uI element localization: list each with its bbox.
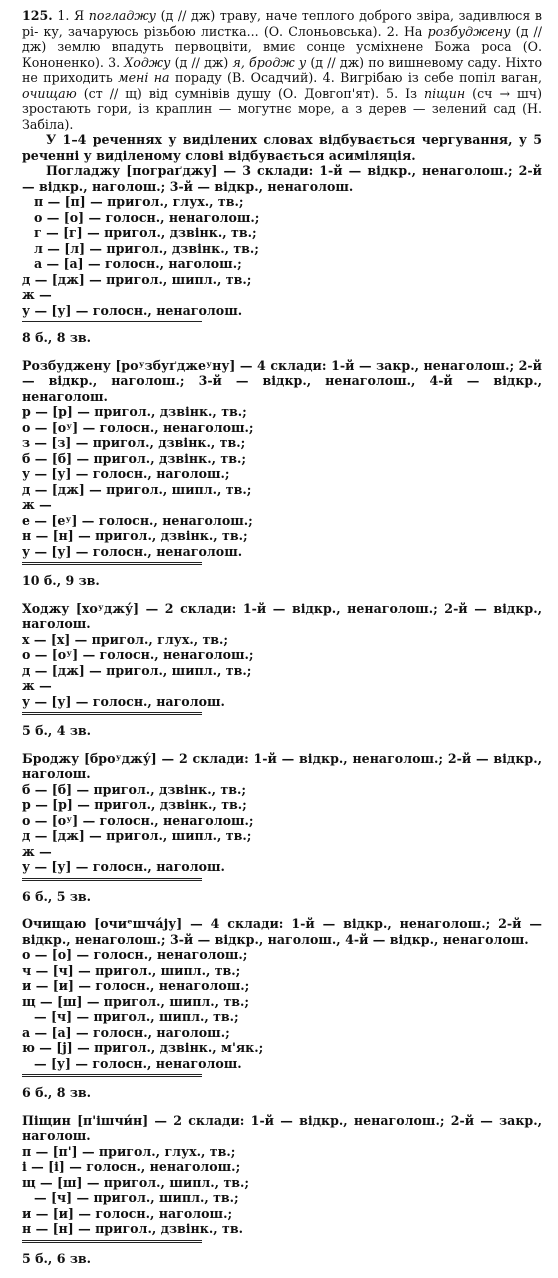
syllable-summary: Ходжу [хоʸджу́] — 2 склади: 1-й — відкр., ненаголош.; 2-й — відкр., наголош.: [22, 600, 542, 631]
word-analysis-block: [22, 163, 542, 346]
sound-row: е — [еʸ] — голосн., ненаголош.;: [22, 512, 253, 528]
sound-row: о — [о] — голосн., ненаголош.;: [34, 209, 260, 225]
sound-row: ж —: [22, 287, 52, 302]
exercise-text: [22, 8, 542, 132]
highlighted-word: я, бродж у: [232, 54, 307, 70]
separator-line: [22, 712, 202, 713]
sound-row: о — [о] — голосн., ненаголош.;: [22, 947, 248, 962]
letter-sound-count: 5 б., 6 зв.: [22, 1250, 92, 1266]
sound-row: з — [з] — пригол., дзвінк., тв.;: [22, 435, 246, 450]
sound-row: д — [дж] — пригол., шипл., тв.;: [22, 481, 252, 497]
sound-row: х — [х] — пригол., глух., тв.;: [22, 631, 229, 647]
sound-row: д — [дж] — пригол., шипл., тв.;: [22, 828, 252, 843]
sound-row: у — [у] — голосн., наголош.;: [22, 466, 230, 481]
sound-row: щ — [ш] — пригол., шипл., тв.;: [22, 993, 250, 1009]
separator-line: [22, 1076, 202, 1077]
sound-row: а — [а] — голосн., наголош.;: [22, 1024, 230, 1040]
sound-row: п — [п'] — пригол., глух., тв.;: [22, 1143, 236, 1159]
separator-line: [22, 564, 202, 565]
sentence-text: (д // дж): [170, 54, 233, 70]
syllable-summary: Розбуджену [роʸзбуґджеʸну] — 4 склади: 1-й — закр., ненаголош.; 2-й — відкр., наголош.; 3-й — відкр., ненаголош., 4-й — відкр., ненаголош.: [22, 357, 542, 404]
sound-row: н — [н] — пригол., дзвінк., тв.;: [22, 528, 248, 543]
syllable-summary: Погладжу [пограґджу] — 3 склади: 1-й — відкр., ненаголош.; 2-й — відкр., наголош.; 3-й — відкр., ненаголош.: [22, 163, 542, 194]
sound-row: ж —: [22, 678, 52, 693]
separator-line: [22, 1240, 202, 1241]
sentence-text: пораду (В. Осадчий). 4. Вигрібаю із себе попіл ваган,: [169, 70, 542, 85]
word-analysis-block: [22, 1113, 542, 1267]
sound-row: о — [оʸ] — голосн., ненаголош.;: [22, 647, 254, 662]
highlighted-word: очищаю: [22, 85, 77, 101]
sound-row: ж —: [22, 497, 52, 512]
sound-row: а — [а] — голосн., наголош.;: [34, 256, 242, 271]
separator-line: [22, 878, 202, 879]
separator-line: [22, 562, 202, 563]
letter-sound-count: 6 б., 5 зв.: [22, 888, 92, 904]
sentence-text: 1. Я: [52, 8, 89, 23]
syllable-summary: Броджу [броʸджу́] — 2 склади: 1-й — відкр., ненаголош.; 2-й — відкр., наголош.: [22, 750, 542, 781]
sound-row: л — [л] — пригол., дзвінк., тв.;: [34, 240, 259, 256]
highlighted-word: піщин: [423, 85, 466, 101]
highlighted-word: мені на: [118, 70, 170, 85]
sound-row: р — [р] — пригол., дзвінк., тв.;: [22, 797, 247, 812]
sentence-text: (д // дж) землю впадуть первоцвіти, вмиє сонце усміхнене Божа роса (О. Кононенко). 3.: [22, 23, 542, 70]
sound-row: ч — [ч] — пригол., шипл., тв.;: [22, 962, 241, 978]
sound-row: і — [і] — голосн., ненаголош.;: [22, 1159, 241, 1174]
phonetic-analysis: [22, 163, 542, 1266]
sound-row: б — [б] — пригол., дзвінк., тв.;: [22, 781, 246, 797]
sound-row: г — [г] — пригол., дзвінк., тв.;: [34, 225, 257, 240]
letter-sound-count: 8 б., 8 зв.: [22, 330, 92, 345]
sentence-text: (сч → шч) зростають гори, із краплин — могутнє море, а з дерев — зелений сад (Н. Забіла).: [22, 85, 542, 132]
separator-line: [22, 714, 202, 715]
sound-row: у — [у] — голосн., ненаголош.: [22, 302, 243, 318]
sound-row: д — [дж] — пригол., шипл., тв.;: [22, 271, 252, 287]
sound-row: ж —: [22, 843, 52, 859]
separator-line: [22, 1074, 202, 1075]
sound-row: у — [у] — голосн., ненаголош.: [22, 543, 243, 559]
highlighted-word: Ходжу: [124, 54, 171, 70]
exercise-note: У 1–4 реченнях у виділених словах відбувається чергування, у 5 реченні у виділеному слові відбувається асиміляція.: [22, 132, 542, 163]
syllable-summary: Очищаю [очиᵉшча́ју] — 4 склади: 1-й — відкр., ненаголош.; 2-й — відкр., ненаголош.; 3-й — відкр., наголош., 4-й — відкр., ненаголош.: [22, 916, 542, 947]
letter-sound-count: 10 б., 9 зв.: [22, 573, 100, 588]
separator-line: [22, 321, 202, 322]
sound-row: у — [у] — голосн., наголош.: [22, 859, 225, 874]
sound-row: у — [у] — голосн., наголош.: [22, 693, 225, 709]
letter-sound-count: 6 б., 8 зв.: [22, 1085, 92, 1100]
word-analysis-block: [22, 751, 542, 905]
sound-row: о — [оʸ] — голосн., ненаголош.;: [22, 812, 254, 828]
highlighted-word: погладжу: [88, 8, 156, 23]
word-analysis-block: [22, 601, 542, 739]
sound-row: и — [и] — голосн., ненаголош.;: [22, 978, 250, 993]
sentence-text: (ст // щ) від сумнівів душу (О. Довгоп'ят). 5. Із: [76, 85, 424, 101]
sound-row: ю — [j] — пригол., дзвінк., м'як.;: [22, 1040, 264, 1055]
sound-row: — [ч] — пригол., шипл., тв.;: [34, 1009, 239, 1024]
sound-row: п — [п] — пригол., глух., тв.;: [34, 194, 244, 209]
sound-row: н — [н] — пригол., дзвінк., тв.: [22, 1221, 243, 1236]
sound-row: — [у] — голосн., ненаголош.: [34, 1055, 242, 1071]
word-analysis-block: [22, 358, 542, 589]
syllable-summary: Піщин [п'ішчи́н] — 2 склади: 1-й — відкр., ненаголош.; 2-й — закр., наголош.: [22, 1112, 542, 1143]
sentence-text: (д // дж) траву, наче теплого доброго звіра, задивлюся в рі- ку, зачаруюсь різьбою листка... (О. Слоньовська). 2. На: [22, 8, 542, 39]
sound-row: щ — [ш] — пригол., шипл., тв.;: [22, 1174, 250, 1190]
sound-row: б — [б] — пригол., дзвінк., тв.;: [22, 450, 246, 466]
sound-row: р — [р] — пригол., дзвінк., тв.;: [22, 404, 247, 419]
separator-line: [22, 1242, 202, 1243]
separator-line: [22, 880, 202, 881]
sound-row: — [ч] — пригол., шипл., тв.;: [34, 1190, 239, 1205]
exercise-number: 125.: [22, 8, 53, 23]
sound-row: и — [и] — голосн., наголош.;: [22, 1205, 233, 1221]
exercise-sentences: [22, 8, 542, 132]
sound-row: д — [дж] — пригол., шипл., тв.;: [22, 662, 252, 678]
highlighted-word: розбуджену: [427, 23, 511, 39]
word-analysis-block: [22, 916, 542, 1101]
sound-row: о — [оʸ] — голосн., ненаголош.;: [22, 419, 254, 435]
sentence-text: (д // дж) по вишневому саду. Ніхто не приходить: [22, 54, 543, 85]
letter-sound-count: 5 б., 4 зв.: [22, 723, 92, 738]
